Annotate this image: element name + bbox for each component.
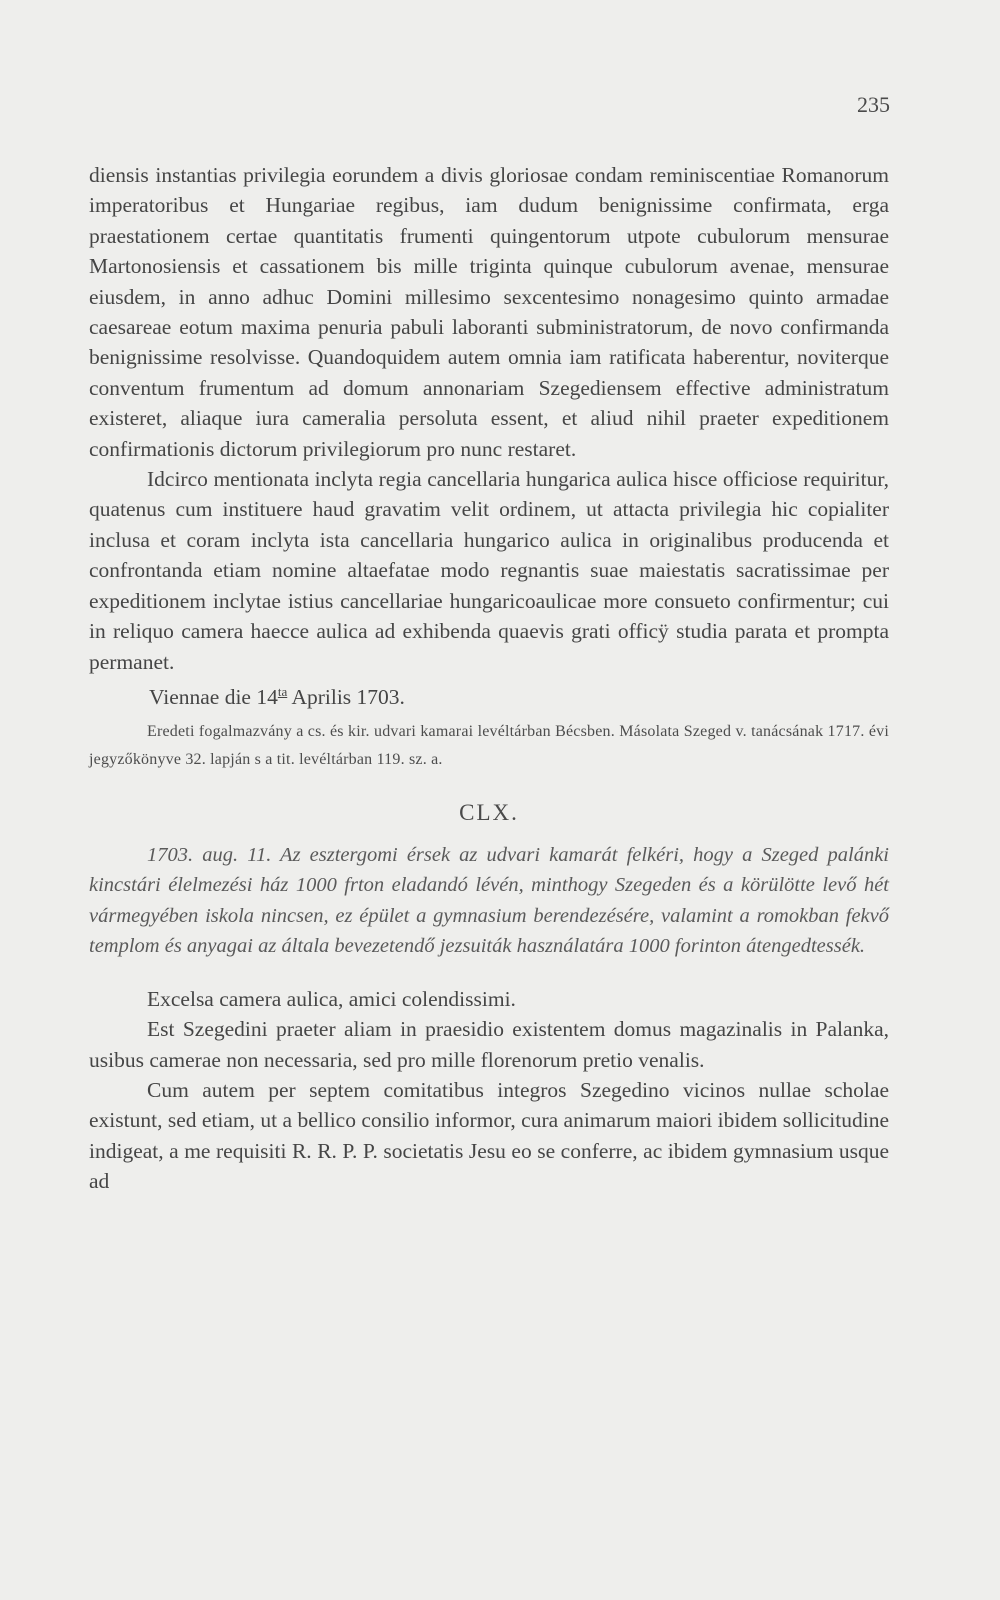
body-paragraph-2: Idcirco mentionata inclyta regia cancellaria hungarica aulica hisce officiose requiritur, quatenus cum instituere haud gravatim velit ordinem, ut attacta privilegia hic copialiter inclusa et coram inclyta ista cancellaria hungarico aulica in originalibus producenda et confrontanda etiam nomine altaefatae modo regnantis suae maiestatis sacratissimae per expeditionem inclytae istius cancellariae hungaricoaulicae more consueto confirmentur; cui in reliquo camera haecce aulica ad exhibenda quaevis grati officÿ studia parata et prompta permanet. <box>89 467 889 674</box>
source-note <box>89 718 889 774</box>
dateline-superscript: ta <box>277 683 288 699</box>
text-column <box>89 160 889 1197</box>
letter-paragraph-2: Cum autem per septem comitatibus integros Szegedino vicinos nullae scholae existunt, sed etiam, ut a bellico consilio informor, cura animarum maiori ibidem sollicitudine indigeat, a me requisiti R. R. P. P. societatis Jesu eo se conferre, ac ibidem gymnasium usque ad <box>89 1077 889 1194</box>
section-number: CLX. <box>459 800 519 826</box>
letter-paragraph-1: Est Szegedini praeter aliam in praesidio existentem domus magazinalis in Palanka, usibus camerae non necessaria, sed pro mille florenorum pretio venalis. <box>89 1017 889 1072</box>
body-paragraph-1: diensis instantias privilegia eorundem a divis gloriosae condam reminiscentiae Romanorum imperatoribus et Hungariae regibus, iam dudum benignissime confirmata, erga praestationem certae quantitatis frumenti quingentorum utpote cubulorum mensurae Martonosiensis et cassationem bis mille triginta quinque cubulorum avenae, mensurae eiusdem, in anno adhuc Domini millesimo sexcentesimo nonagesimo quinto armadae caesareae eotum maxima penuria pabuli laboranti subministratorum, de novo confirmanda benignissime resolvisse. Quandoquidem autem omnia iam ratificata haberentur, noviterque conventum frumentum ad domum annonariam Szegediensem effective administratum existeret, aliaque iura cameralia persoluta essent, et aliud nihil praeter expeditionem confirmationis dictorum privilegiorum pro nunc restaret. <box>89 163 889 461</box>
dateline-suffix: Aprilis 1703. <box>287 685 405 710</box>
section-regest: 1703. aug. 11. Az esztergomi érsek az udvari kamarát felkéri, hogy a Szeged palánki kincstári élelmezési ház 1000 frton eladandó lévén, minthogy Szegeden és a körülötte levő hét vármegyében iskola nincsen, ez épület a gymnasium berendezésére, valamint a romokban fekvő templom és anyagai az általa bevezetendő jezsuiták használatára 1000 forinton átengedtessék. <box>89 844 889 958</box>
page-number: 235 <box>857 92 890 117</box>
letter-salutation: Excelsa camera aulica, amici colendissimi. <box>147 986 516 1011</box>
dateline <box>89 677 889 712</box>
dateline-prefix: Viennae die 14 <box>149 685 278 710</box>
source-note-text: Eredeti fogalmazvány a cs. és kir. udvari kamarai levéltárban Bécsben. Másolata Szeged v. tanácsának 1717. évi jegyzőkönyve 32. lapján s a tit. levéltárban 119. sz. a. <box>89 723 889 769</box>
